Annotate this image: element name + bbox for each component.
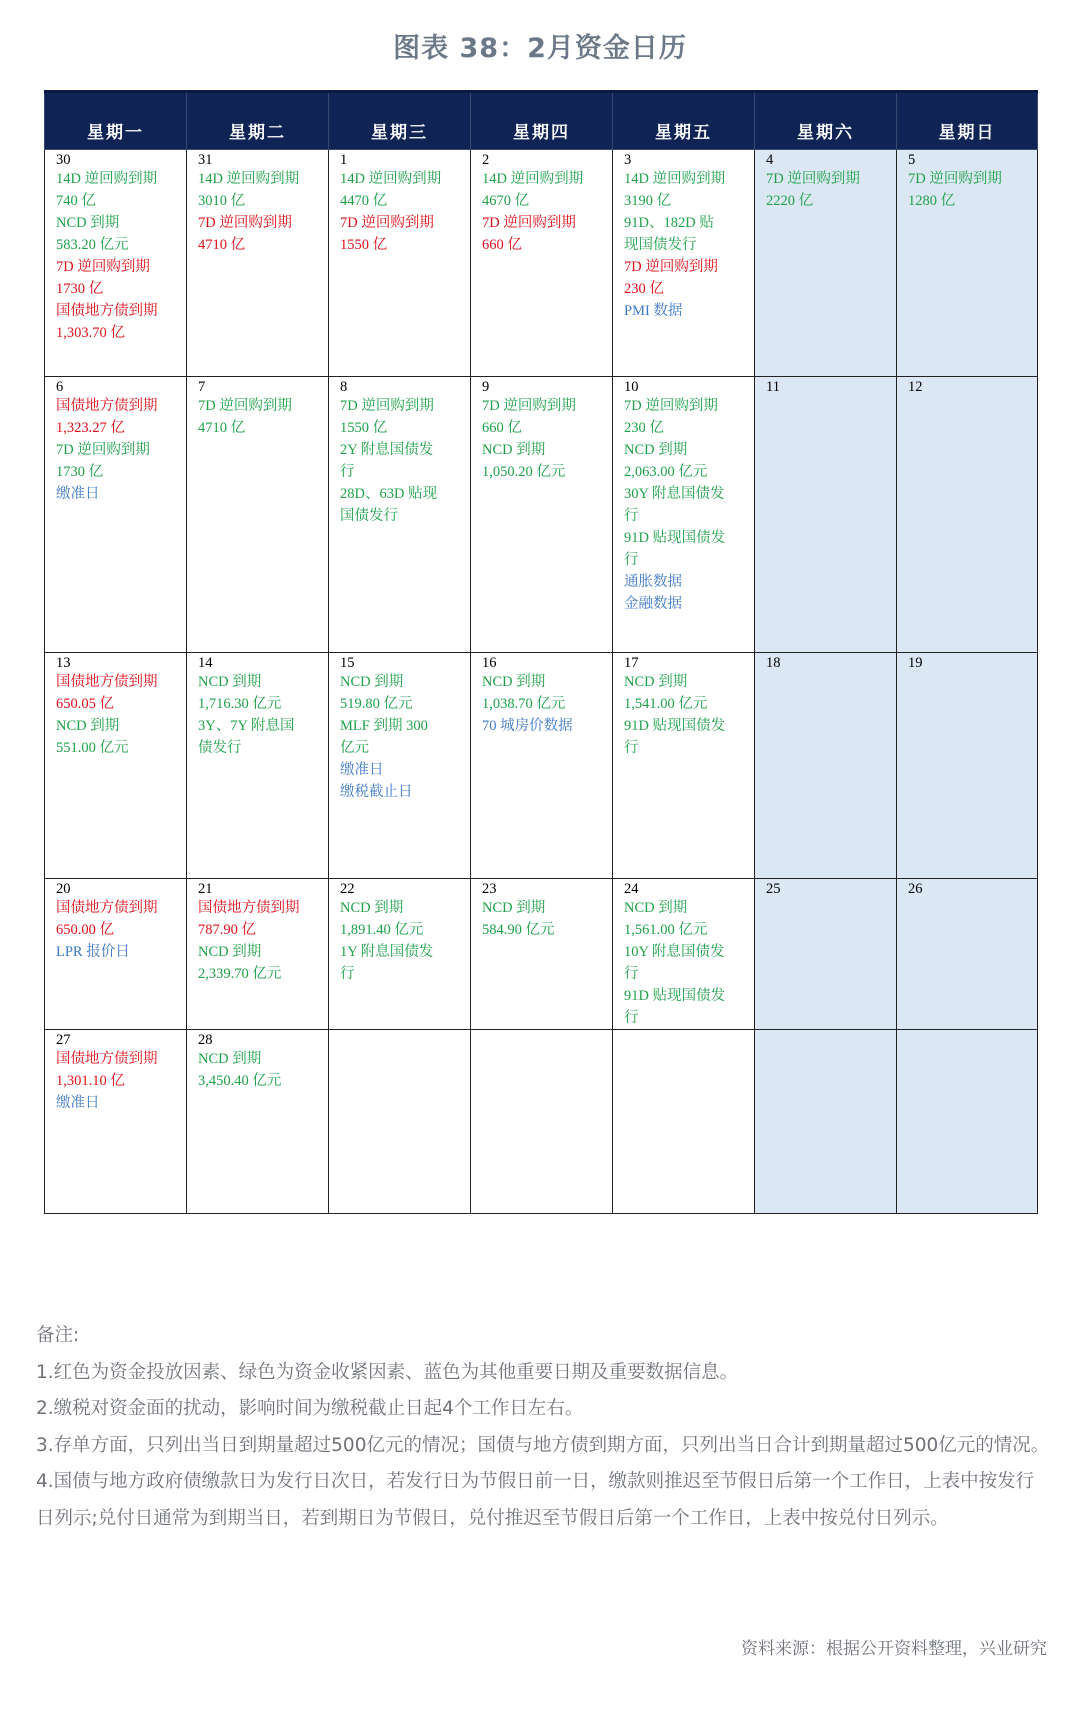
weekday-header: 星期一: [45, 92, 187, 150]
calendar-day-cell: [897, 150, 1038, 377]
calendar-day-cell: [471, 1030, 613, 1214]
day-number: 10: [624, 379, 639, 395]
event-line: 金融数据: [624, 596, 682, 612]
event-line: 债发行: [198, 740, 242, 756]
event-line: 660 亿: [482, 237, 522, 253]
event-line: 230 亿: [624, 420, 664, 436]
calendar-week-row: [45, 879, 1038, 1030]
event-line: NCD 到期: [340, 674, 404, 690]
calendar-day-cell: [471, 879, 613, 1030]
event-line: 28D、63D 贴现: [340, 486, 438, 502]
calendar-day-cell: [187, 377, 329, 653]
event-line: 519.80 亿元: [340, 696, 413, 712]
event-line: NCD 到期: [56, 718, 120, 734]
calendar-week-row: [45, 150, 1038, 377]
event-line: 国债地方债到期: [56, 303, 158, 319]
calendar-week-row: [45, 377, 1038, 653]
event-line: 1,050.20 亿元: [482, 464, 566, 480]
day-number: 19: [908, 655, 923, 671]
event-line: 亿元: [340, 740, 369, 756]
event-line: 3190 亿: [624, 193, 672, 209]
event-line: 行: [624, 966, 639, 982]
event-line: 10Y 附息国债发: [624, 944, 725, 960]
day-number: 17: [624, 655, 639, 671]
calendar-day-cell: [187, 879, 329, 1030]
event-line: 91D 贴现国债发: [624, 718, 726, 734]
day-number: 7: [198, 379, 206, 395]
calendar-day-cell: [755, 1030, 897, 1214]
event-line: 4710 亿: [198, 237, 246, 253]
calendar-day-cell: [329, 879, 471, 1030]
event-line: 1,038.70 亿元: [482, 696, 566, 712]
event-line: 缴准日: [340, 762, 384, 778]
weekday-header: 星期五: [613, 92, 755, 150]
day-number: 5: [908, 152, 916, 168]
event-line: 91D 贴现国债发: [624, 530, 726, 546]
day-number: 21: [198, 881, 213, 897]
event-line: NCD 到期: [198, 944, 262, 960]
event-line: 缴税截止日: [340, 784, 413, 800]
day-number: 2: [482, 152, 490, 168]
event-line: 583.20 亿元: [56, 237, 129, 253]
calendar-day-cell: [187, 150, 329, 377]
event-line: 行: [340, 966, 355, 982]
event-line: 国债地方债到期: [56, 900, 158, 916]
weekday-header: 星期日: [897, 92, 1038, 150]
event-line: 国债地方债到期: [198, 900, 300, 916]
event-line: 1,716.30 亿元: [198, 696, 282, 712]
event-line: NCD 到期: [624, 442, 688, 458]
note-item: 1.红色为资金投放因素、绿色为资金收紧因素、蓝色为其他重要日期及重要数据信息。: [36, 1361, 739, 1383]
note-item: 3.存单方面，只列出当日到期量超过500亿元的情况；国债与地方债到期方面，只列出当日合计到期量超过500亿元的情况。: [36, 1434, 1050, 1456]
day-number: 13: [56, 655, 71, 671]
weekday-header: 星期六: [755, 92, 897, 150]
day-number: 8: [340, 379, 348, 395]
weekday-header-row: [45, 92, 1038, 150]
calendar-day-cell: [613, 653, 755, 879]
day-number: 30: [56, 152, 71, 168]
event-line: NCD 到期: [482, 442, 546, 458]
event-line: 缴准日: [56, 486, 100, 502]
event-line: 国债发行: [340, 508, 398, 524]
event-line: NCD 到期: [340, 900, 404, 916]
event-line: 551.00 亿元: [56, 740, 129, 756]
calendar-day-cell: [471, 377, 613, 653]
event-line: 2220 亿: [766, 193, 814, 209]
figure-title: 图表 38：2月资金日历: [393, 33, 687, 64]
calendar-week-row: [45, 653, 1038, 879]
event-line: 7D 逆回购到期: [908, 171, 1002, 187]
event-line: 行: [624, 552, 639, 568]
note-item: 2.缴税对资金面的扰动，影响时间为缴税截止日起4个工作日左右。: [36, 1398, 584, 1419]
event-line: 14D 逆回购到期: [624, 171, 726, 187]
event-line: 2,063.00 亿元: [624, 464, 708, 480]
event-line: 1550 亿: [340, 237, 388, 253]
event-line: 14D 逆回购到期: [198, 171, 300, 187]
event-line: 7D 逆回购到期: [340, 215, 434, 231]
event-line: 787.90 亿: [198, 922, 256, 938]
calendar-day-cell: [613, 150, 755, 377]
event-line: 1280 亿: [908, 193, 956, 209]
event-line: MLF 到期 300: [340, 718, 428, 734]
calendar-day-cell: [897, 879, 1038, 1030]
day-number: 16: [482, 655, 497, 671]
weekday-header: 星期四: [471, 92, 613, 150]
event-line: 4710 亿: [198, 420, 246, 436]
calendar-day-cell: [471, 150, 613, 377]
calendar-day-cell: [755, 150, 897, 377]
event-line: 4470 亿: [340, 193, 388, 209]
event-line: 行: [624, 508, 639, 524]
event-line: 现国债发行: [624, 237, 697, 253]
event-line: 30Y 附息国债发: [624, 486, 725, 502]
calendar-day-cell: [897, 377, 1038, 653]
day-number: 28: [198, 1032, 213, 1048]
day-number: 15: [340, 655, 355, 671]
calendar-day-cell: [45, 879, 187, 1030]
event-line: NCD 到期: [482, 674, 546, 690]
calendar-day-cell: [897, 1030, 1038, 1214]
event-line: 660 亿: [482, 420, 522, 436]
calendar-day-cell: [187, 1030, 329, 1214]
day-number: 6: [56, 379, 64, 395]
event-line: 1550 亿: [340, 420, 388, 436]
calendar-day-cell: [187, 653, 329, 879]
day-number: 12: [908, 379, 923, 395]
event-line: 650.00 亿: [56, 922, 114, 938]
event-line: 1,303.70 亿: [56, 325, 125, 341]
calendar-day-cell: [45, 150, 187, 377]
calendar-day-cell: [329, 377, 471, 653]
calendar-day-cell: [613, 1030, 755, 1214]
event-line: NCD 到期: [198, 1051, 262, 1067]
event-line: 7D 逆回购到期: [340, 398, 434, 414]
event-line: 230 亿: [624, 281, 664, 297]
calendar-day-cell: [755, 377, 897, 653]
event-line: 4670 亿: [482, 193, 530, 209]
day-number: 31: [198, 152, 213, 168]
calendar-day-cell: [329, 1030, 471, 1214]
weekday-header: 星期三: [329, 92, 471, 150]
event-line: LPR 报价日: [56, 944, 130, 960]
calendar-day-cell: [45, 1030, 187, 1214]
event-line: 584.90 亿元: [482, 922, 555, 938]
event-line: NCD 到期: [56, 215, 120, 231]
event-line: 1,541.00 亿元: [624, 696, 708, 712]
event-line: 7D 逆回购到期: [624, 398, 718, 414]
calendar-day-cell: [897, 653, 1038, 879]
day-number: 4: [766, 152, 774, 168]
day-number: 9: [482, 379, 490, 395]
event-line: 3Y、7Y 附息国: [198, 718, 295, 734]
event-line: 国债地方债到期: [56, 1051, 158, 1067]
event-line: 3010 亿: [198, 193, 246, 209]
event-line: 1,561.00 亿元: [624, 922, 708, 938]
event-line: 通胀数据: [624, 574, 682, 590]
calendar-day-cell: [329, 653, 471, 879]
calendar-day-cell: [471, 653, 613, 879]
event-line: 7D 逆回购到期: [482, 215, 576, 231]
event-line: 2Y 附息国债发: [340, 442, 434, 458]
day-number: 27: [56, 1032, 71, 1048]
event-line: NCD 到期: [624, 900, 688, 916]
event-line: NCD 到期: [624, 674, 688, 690]
day-number: 14: [198, 655, 213, 671]
event-line: 1730 亿: [56, 281, 104, 297]
day-number: 23: [482, 881, 497, 897]
event-line: 1,323.27 亿: [56, 420, 125, 436]
event-line: 1Y 附息国债发: [340, 944, 434, 960]
event-line: 91D、182D 贴: [624, 215, 714, 231]
calendar-day-cell: [45, 377, 187, 653]
day-number: 24: [624, 881, 639, 897]
event-line: 3,450.40 亿元: [198, 1073, 282, 1089]
day-number: 3: [624, 152, 632, 168]
event-line: 1,891.40 亿元: [340, 922, 424, 938]
event-line: NCD 到期: [482, 900, 546, 916]
event-line: PMI 数据: [624, 303, 683, 319]
event-line: 650.05 亿: [56, 696, 114, 712]
day-number: 11: [766, 379, 780, 395]
event-line: 2,339.70 亿元: [198, 966, 282, 982]
calendar-week-row: [45, 1030, 1038, 1214]
event-line: 70 城房价数据: [482, 718, 573, 734]
calendar-day-cell: [613, 377, 755, 653]
day-number: 26: [908, 881, 923, 897]
event-line: 国债地方债到期: [56, 674, 158, 690]
event-line: 行: [624, 740, 639, 756]
event-line: 行: [624, 1010, 639, 1026]
notes-heading: 备注:: [36, 1325, 80, 1346]
calendar-day-cell: [613, 879, 755, 1030]
notes-section: [36, 1318, 1052, 1537]
event-line: 91D 贴现国债发: [624, 988, 726, 1004]
day-number: 25: [766, 881, 781, 897]
event-line: 1,301.10 亿: [56, 1073, 125, 1089]
event-line: 7D 逆回购到期: [766, 171, 860, 187]
event-line: 1730 亿: [56, 464, 104, 480]
calendar-table: [44, 90, 1038, 1214]
event-line: 7D 逆回购到期: [198, 398, 292, 414]
day-number: 22: [340, 881, 355, 897]
event-line: 7D 逆回购到期: [482, 398, 576, 414]
day-number: 1: [340, 152, 348, 168]
event-line: NCD 到期: [198, 674, 262, 690]
weekday-header: 星期二: [187, 92, 329, 150]
day-number: 18: [766, 655, 781, 671]
calendar-day-cell: [755, 879, 897, 1030]
calendar-day-cell: [45, 653, 187, 879]
event-line: 14D 逆回购到期: [340, 171, 442, 187]
event-line: 7D 逆回购到期: [198, 215, 292, 231]
calendar-day-cell: [329, 150, 471, 377]
event-line: 7D 逆回购到期: [56, 442, 150, 458]
event-line: 行: [340, 464, 355, 480]
day-number: 20: [56, 881, 71, 897]
calendar-day-cell: [755, 653, 897, 879]
source-note: 资料来源：根据公开资料整理，兴业研究: [741, 1639, 1047, 1659]
event-line: 7D 逆回购到期: [624, 259, 718, 275]
event-line: 740 亿: [56, 193, 96, 209]
event-line: 14D 逆回购到期: [56, 171, 158, 187]
event-line: 国债地方债到期: [56, 398, 158, 414]
event-line: 缴准日: [56, 1095, 100, 1111]
event-line: 7D 逆回购到期: [56, 259, 150, 275]
event-line: 14D 逆回购到期: [482, 171, 584, 187]
note-item: 4.国债与地方政府债缴款日为发行日次日，若发行日为节假日前一日，缴款则推迟至节假日后第一个工作日，上表中按发行日列示;兑付日通常为到期当日，若到期日为节假日，兑付推迟至节假日后第一个工作日，上表中按兑付日列示。: [36, 1471, 1035, 1529]
